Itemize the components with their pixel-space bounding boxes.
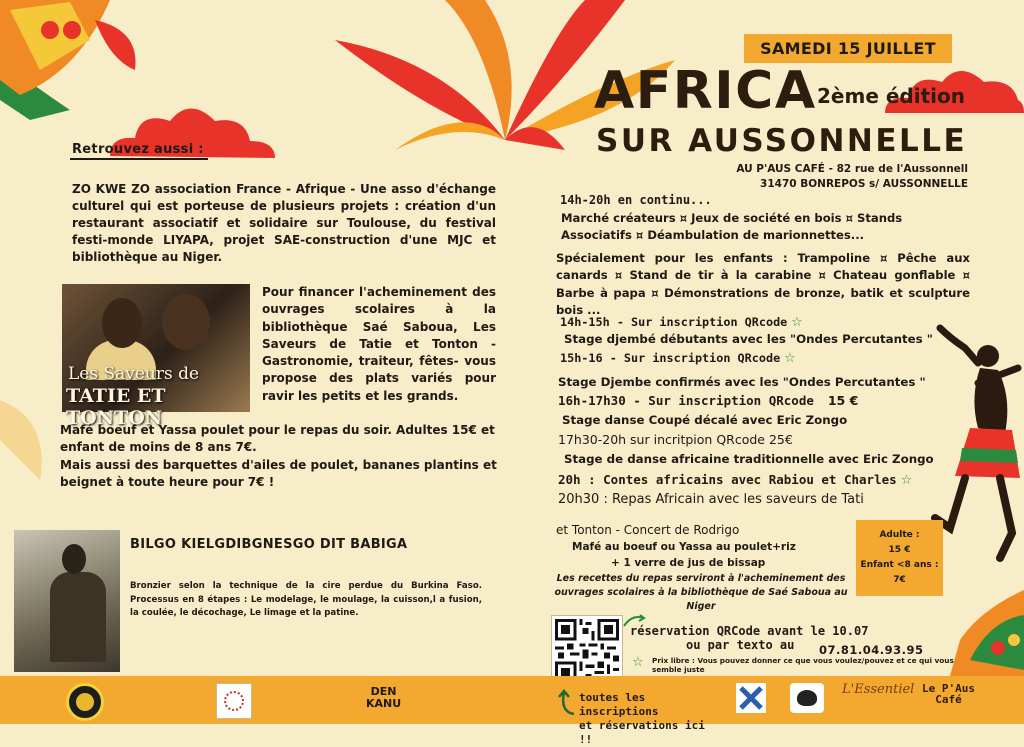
slot-2-description: Stage Djembe confirmés avec les "Ondes Percutantes " [558,375,926,389]
den-kanu-logo [366,686,401,710]
tatie-photo-caption-line2: TATIE ET TONTON [66,385,166,429]
phone-number[interactable]: 07.81.04.93.95 [819,643,924,657]
slot-4-time: 17h30-20h sur incritpion QRcode 25€ [558,432,793,447]
star-icon: ☆ [791,315,803,330]
star-icon: ☆ [900,473,913,488]
meal-menu-line1: Mafé au boeuf ou Yassa au poulet+riz [572,541,796,553]
le-paus-cafe-logo-line1: Le P'Aus [922,682,975,695]
babiga-description: Bronzier selon la technique de la cire perdue du Burkina Faso. Processus en 8 étapes : Le modelage, le moulage, la cuisson,l a fusion, la coulée, le décochage, Le limage et la patine. [130,581,482,618]
arrow-icon-footer [556,688,578,718]
slot-3-time: 16h-17h30 - Sur inscription QRcode [558,393,814,408]
meal-offer-line2: Mais aussi des barquettes d'ailes de poulet, bananes plantins et beignet à toute heure pour 7€ ! [60,457,497,489]
reservation-line2: ou par texto au [686,638,795,652]
child-price: 7€ [893,575,906,585]
schedule-slot-5 [558,472,912,489]
meal-offer-line1: Mafé boeuf et Yassa poulet pour le repas du soir. Adultes 15€ et enfant de moins de 8 ans 7€. [60,423,495,455]
finance-description: Pour financer l'acheminement des ouvrages scolaires à la bibliothèque Saé Saboua, Les Saveurs de Tatie et Tonton - Gastronomie, traiteur, fêtes- vous propose des plats variés pour ravir les petits et les grands. [262,285,496,403]
schedule-slot-2 [560,350,796,367]
venue-address-line1: AU P'AUS CAFÉ - 82 rue de l'Aussonnell [736,163,968,175]
activities-list: Marché créateurs ¤ Jeux de société en bois ¤ Stands Associatifs ¤ Déambulation de marionnettes... [561,211,903,242]
meal-menu-line2: + 1 verre de jus de bissap [611,557,766,569]
partner-logo-5 [790,683,824,713]
leaves-decoration-left [0,400,60,480]
child-label: Enfant <8 ans : [860,560,939,570]
slot-4-description: Stage de danse africaine traditionnelle avec Eric Zongo [564,452,934,466]
babiga-photo [14,530,120,672]
den-kanu-logo-line1: DEN [370,685,397,698]
meal-price-box [856,520,943,596]
slot-6-line2: et Tonton - Concert de Rodrigo [556,523,740,537]
footer-note-line2: et réservations ici !! [579,719,705,746]
free-price-note: Prix libre : Vous pouvez donner ce que vous voulez/pouvez et ce qui vous semble juste [652,656,954,674]
slot-1-description: Stage djembé débutants avec les "Ondes Percutantes " [564,332,933,346]
partner-logo-2 [216,683,252,719]
slot-1-time: 14h-15h - Sur inscription QRcode [560,315,788,329]
meal-purpose-note: Les recettes du repas serviront à l'acheminement des ouvrages scolaires à la bibliothèque de Saé Saboua au Niger [554,573,848,612]
adult-price: 15 € [888,545,911,555]
tatie-photo-caption-line1: Les Saveurs de [68,364,200,384]
slot-5-text: 20h : Contes africains avec Rabiou et Charles [558,472,897,487]
zo-kwe-zo-description: ZO KWE ZO association France - Afrique - Une asso d'échange culturel qui est porteuse de plusieurs projets : création d'un restaurant associatif et solidaire sur Toulouse, du festival festi-monde LIYAPA, projet SAE-construction d'une MJC et bibliothèque au Niger. [72,182,496,264]
partner-logo-4 [736,683,766,713]
schedule-slot-3 [558,393,858,409]
intro-title: Retrouvez aussi : [72,142,204,157]
le-paus-cafe-logo [922,683,975,705]
l-essentiel-logo: L'Essentiel [842,682,915,697]
den-kanu-logo-line2: KANU [366,697,402,710]
footer-note [579,691,714,747]
venue-address-line2: 31470 BONREPOS s/ AUSSONNELLE [760,178,968,190]
babiga-name: BILGO KIELGDIBGNESGO DIT BABIGA [130,537,408,552]
slot-3-price: 15 € [827,393,859,408]
kids-activities: Spécialement pour les enfants : Trampoline ¤ Pêche aux canards ¤ Stand de tir à la carabine ¤ Chateau gonflable ¤ Barbe à papa ¤ Démonstrations de bronze, batik et sculpture bois ... [556,251,970,318]
event-date-badge: SAMEDI 15 JUILLET [744,34,952,63]
event-subtitle: SUR AUSSONNELLE [596,123,968,159]
schedule-slot-1 [560,314,803,331]
reservation-line1: réservation QRCode avant le 10.07 [630,624,869,638]
partner-logo-1 [66,683,104,721]
slot-6-line1: 20h30 : Repas Africain avec les saveurs de Tati [558,492,864,507]
slot-3-description: Stage danse Coupé décalé avec Eric Zongo [562,413,848,427]
event-title: AFRICA [594,61,817,121]
adult-label: Adulte : [879,530,920,540]
star-icon: ☆ [783,351,796,366]
edition-label: 2ème édition [817,84,965,108]
meal-offer [60,422,500,491]
le-paus-cafe-logo-line2: Café [935,693,962,706]
tatie-tonton-photo [62,284,250,429]
slot-2-time: 15h-16 - Sur inscription QRcode [560,351,781,365]
continuous-hours: 14h-20h en continu... [560,193,712,207]
star-icon: ☆ [632,655,644,670]
footer-note-line1: toutes les inscriptions [579,691,659,718]
